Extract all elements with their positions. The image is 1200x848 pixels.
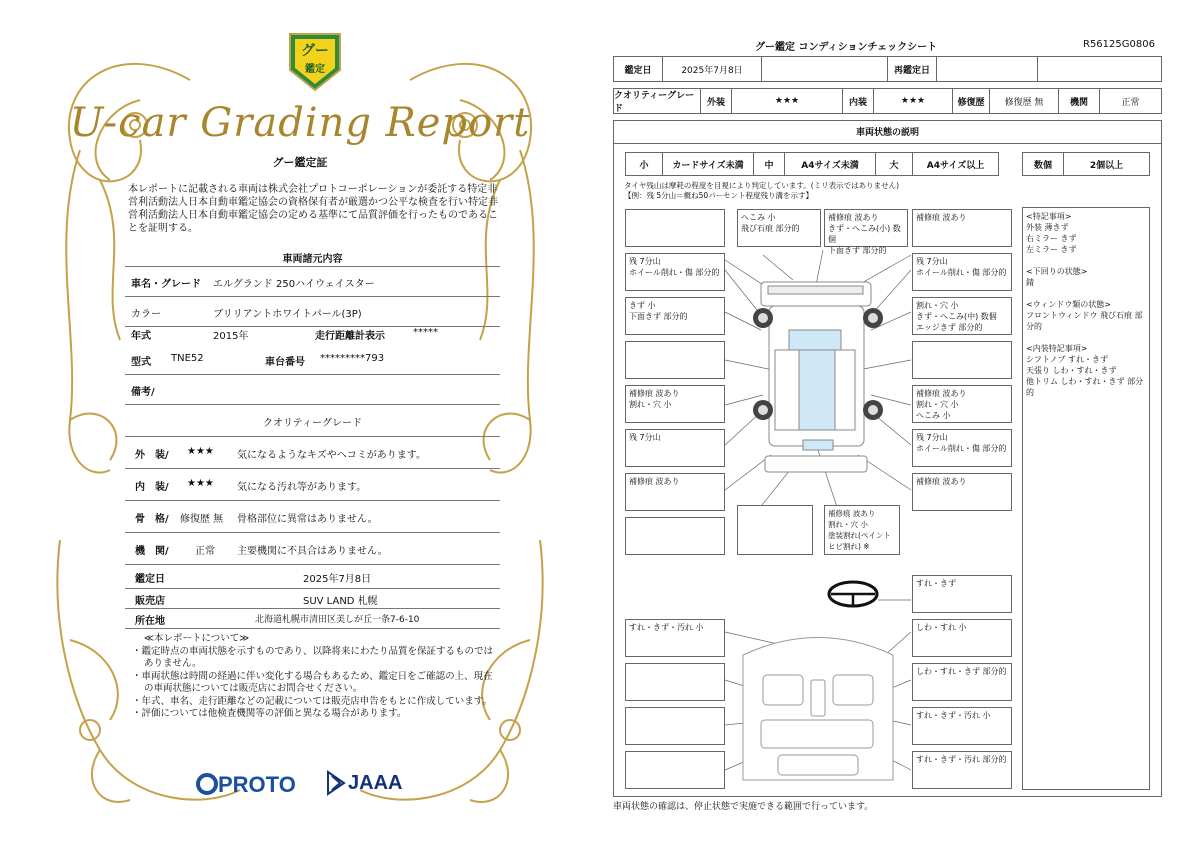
int-note-8 <box>625 751 725 789</box>
badge-text-top: グー <box>301 43 329 59</box>
sheet-code: R56125G0806 <box>1083 39 1155 50</box>
quality-label: クオリティーグレード <box>613 88 701 114</box>
shop-name: SUV LAND 札幌 <box>303 596 378 607</box>
ext-note-1 <box>625 209 725 247</box>
int-note-5: しわ・すれ・きず 部分的 <box>912 663 1012 701</box>
side-note-underbody: <下回りの状態> 錆 <box>1026 267 1088 287</box>
int-note-1: すれ・きず <box>912 575 1012 613</box>
ext-note-12: 補修痕 波あり 割れ・穴 小 へこみ 小 <box>912 385 1012 423</box>
ext-note-6: 残 7分山 ホイール削れ・傷 部分的 <box>912 253 1012 291</box>
int-note-3: しわ・すれ 小 <box>912 619 1012 657</box>
steering-wheel-icon <box>829 582 877 606</box>
ext-label: 外装 <box>700 88 732 114</box>
side-note-windows: <ウィンドウ類の状態> フロントウィンドウ 飛び石痕 部分的 <box>1026 300 1143 331</box>
int-note-6 <box>625 707 725 745</box>
repair-value: 修復歴 無 <box>989 88 1059 114</box>
ext-note-2: へこみ 小 飛び石痕 部分的 <box>737 209 821 247</box>
int-note-2: すれ・きず・汚れ 小 <box>625 619 725 657</box>
special-notes-panel <box>1022 207 1150 790</box>
ext-note-16: 補修痕 波あり <box>912 473 1012 511</box>
ext-note-9 <box>625 341 725 379</box>
int-stars: ★★★ <box>873 88 953 114</box>
int-label: 内装 <box>842 88 874 114</box>
engine-value: 正常 <box>1099 88 1162 114</box>
badge-text-bottom: 鑑定 <box>305 64 325 75</box>
sheet-footer: 車両状態の確認は、停止状態で実施できる範囲で行っています。 <box>613 802 874 812</box>
int-note-4 <box>625 663 725 701</box>
tire-note-example: 【例：残 5分山＝概ね50パーセント程度残り溝を示す】 <box>624 191 814 200</box>
engine-value: 正常 <box>195 546 215 557</box>
ext-note-19: 補修痕 波あり 割れ・穴 小 塗装割れ(ペイントヒビ割れ) ※ <box>824 505 900 555</box>
certificate-statement: 本レポートに記載される車両は株式会社プロトコーポレーションが委託する特定非営利活動法人日本自動車鑑定協会の資格保有者が厳選かつ公平な検査を行い特定非営利活動法人日本自動車鑑定協会の定める基準にて品質評価を行ったものであることを証明する。 <box>128 184 498 234</box>
condition-heading: 車両状態の説明 <box>613 120 1162 144</box>
quality-row-interior: 内 装/ ★★★ 気になる汚れ等があります。 <box>125 468 500 501</box>
ext-note-4: 補修痕 波あり <box>912 209 1012 247</box>
ext-note-17 <box>625 517 725 555</box>
redate-label: 再鑑定日 <box>887 56 937 82</box>
ext-note-3: 補修痕 波あり きず・へこみ(小) 数個 下面きず 部分的 <box>824 209 908 247</box>
car-chassis: *********793 <box>320 353 385 364</box>
info-row-shop: 販売店 SUV LAND 札幌 <box>125 588 500 609</box>
quality-heading: クオリティーグレード <box>263 418 362 429</box>
ext-note-13: 残 7分山 <box>625 429 725 467</box>
quality-row-engine: 機 関/ 正常 主要機関に不具合はありません。 <box>125 532 500 565</box>
date-label: 鑑定日 <box>613 56 663 82</box>
ext-note-18 <box>737 505 813 555</box>
jaaa-logo-icon <box>326 770 346 796</box>
date-value: 2025年7月8日 <box>662 56 762 82</box>
engine-label: 機関 <box>1058 88 1100 114</box>
spec-row-model: 型式 TNE52 車台番号 *********793 <box>125 344 500 375</box>
spec-row-remarks: 備考/ <box>125 374 500 405</box>
car-color: ブリリアントホワイトパール(3P) <box>213 309 362 320</box>
sheet-title: グー鑑定 コンディションチェックシート <box>755 42 938 53</box>
info-row-date: 鑑定日 2025年7月8日 <box>125 564 500 589</box>
ext-note-8: 割れ・穴 小 きず・へこみ(中) 数個 エッジきず 部分的 <box>912 297 1012 335</box>
ext-note-7: きず 小 下面きず 部分的 <box>625 297 725 335</box>
side-note-special: <特記事項> 外装 薄きず 右ミラー きず 左ミラー きず <box>1026 212 1077 254</box>
car-model: TNE52 <box>171 353 204 364</box>
appraisal-date: 2025年7月8日 <box>303 574 372 585</box>
proto-logo-text: PROTO <box>218 772 296 797</box>
spec-row-year: 年式 2015年 走行距離計表示 ***** <box>131 327 438 342</box>
tire-note: タイヤ残山は摩耗の程度を目視により判定しています。(ミリ表示ではありません) <box>624 181 900 190</box>
report-title: U-car Grading Report <box>69 100 531 146</box>
info-row-address: 所在地 北海道札幌市清田区美しが丘一条7-6-10 <box>125 608 500 629</box>
interior-stars: ★★★ <box>187 478 214 489</box>
jaaa-logo-text: JAAA <box>348 772 403 794</box>
ext-stars: ★★★ <box>731 88 843 114</box>
car-year: 2015年 <box>213 331 249 342</box>
repair-label: 修復歴 <box>952 88 990 114</box>
spec-row-color: カラー ブリリアントホワイトパール(3P) <box>125 296 500 327</box>
spec-row-name: 車名・グレード エルグランド 250ハイウェイスター <box>125 266 500 297</box>
spec-heading: 車両諸元内容 <box>282 254 343 265</box>
shop-address: 北海道札幌市清田区美しが丘一条7-6-10 <box>255 615 420 625</box>
int-note-7: すれ・きず・汚れ 小 <box>912 707 1012 745</box>
proto-logo-icon <box>196 772 218 796</box>
int-note-9: すれ・きず・汚れ 部分的 <box>912 751 1012 789</box>
ext-note-15: 補修痕 波あり <box>625 473 725 511</box>
car-mileage: ***** <box>413 327 438 338</box>
car-name: エルグランド 250ハイウェイスター <box>213 279 375 290</box>
quality-row-exterior: 外 装/ ★★★ 気になるようなキズやヘコミがあります。 <box>125 436 500 469</box>
side-note-interior: <内装特記事項> シフトノブ すれ・きず 天張り しわ・すれ・きず 他トリム しわ・すれ・きず 部分的 <box>1026 344 1144 397</box>
ext-note-14: 残 7分山 ホイール削れ・傷 部分的 <box>912 429 1012 467</box>
quality-row-frame: 骨 格/ 修復歴 無 骨格部位に異常はありません。 <box>125 500 500 533</box>
exterior-stars: ★★★ <box>187 446 214 457</box>
report-notes: ≪本レポートについて≫ ・鑑定時点の車両状態を示すものであり、以降将来にわたり品質を保証するものではありません。 ・車両状態は時間の経過に伴い変化する場合もあるため、鑑定日をご確認の上、現在の車両状態については販売店にお問合せください。 ・年式、車名、走行距離などの記載については販売店申告をもとに作成しています。 ・評価については他検査機関等の評価と異なる場合があります。 <box>132 633 494 719</box>
ext-note-10 <box>912 341 1012 379</box>
certificate-heading: グー鑑定証 <box>272 156 328 169</box>
ext-note-5: 残 7分山 ホイール削れ・傷 部分的 <box>625 253 725 291</box>
frame-value: 修復歴 無 <box>180 514 224 525</box>
ext-note-11: 補修痕 波あり 割れ・穴 小 <box>625 385 725 423</box>
